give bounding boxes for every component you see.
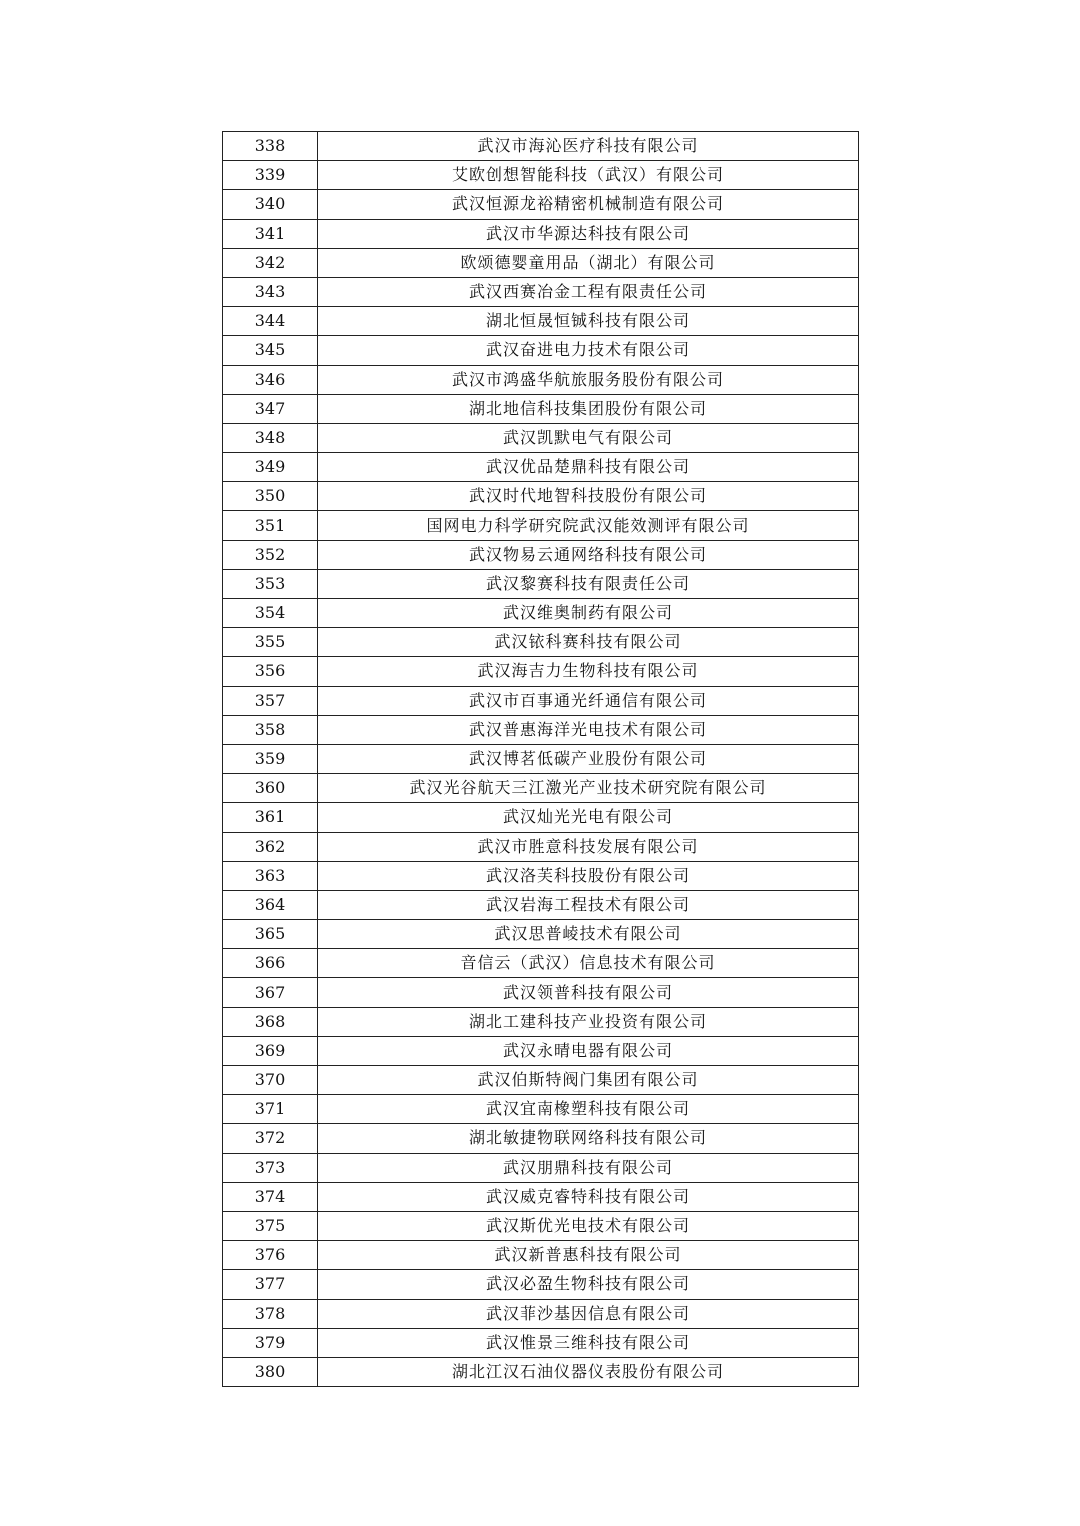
table-row [223, 978, 859, 1007]
row-number: 345 [223, 336, 318, 365]
table-row [223, 1270, 859, 1299]
row-number: 342 [223, 248, 318, 277]
row-number: 373 [223, 1153, 318, 1182]
row-number: 374 [223, 1182, 318, 1211]
company-name: 武汉光谷航天三江激光产业技术研究院有限公司 [318, 774, 859, 803]
table-row [223, 1066, 859, 1095]
company-name: 武汉伯斯特阀门集团有限公司 [318, 1066, 859, 1095]
company-name: 武汉市百事通光纤通信有限公司 [318, 686, 859, 715]
table-row [223, 423, 859, 452]
company-name: 湖北敏捷物联网络科技有限公司 [318, 1124, 859, 1153]
table-row [223, 219, 859, 248]
table-row [223, 569, 859, 598]
table-row [223, 1095, 859, 1124]
company-name: 武汉永晴电器有限公司 [318, 1036, 859, 1065]
table-row [223, 1007, 859, 1036]
table-row [223, 949, 859, 978]
table-row [223, 1357, 859, 1386]
row-number: 356 [223, 657, 318, 686]
row-number: 354 [223, 599, 318, 628]
table-row [223, 161, 859, 190]
table-row [223, 861, 859, 890]
row-number: 378 [223, 1299, 318, 1328]
row-number: 338 [223, 132, 318, 161]
table-row [223, 1124, 859, 1153]
row-number: 376 [223, 1241, 318, 1270]
table-row [223, 628, 859, 657]
table-row [223, 190, 859, 219]
company-name: 湖北恒晟恒铖科技有限公司 [318, 307, 859, 336]
table-row [223, 511, 859, 540]
company-name: 湖北地信科技集团股份有限公司 [318, 394, 859, 423]
table-row [223, 482, 859, 511]
company-name: 武汉朋鼎科技有限公司 [318, 1153, 859, 1182]
table-row [223, 453, 859, 482]
row-number: 367 [223, 978, 318, 1007]
company-name: 武汉斯优光电技术有限公司 [318, 1211, 859, 1240]
company-name: 武汉凯默电气有限公司 [318, 423, 859, 452]
row-number: 370 [223, 1066, 318, 1095]
row-number: 377 [223, 1270, 318, 1299]
company-name: 武汉岩海工程技术有限公司 [318, 890, 859, 919]
row-number: 359 [223, 744, 318, 773]
row-number: 368 [223, 1007, 318, 1036]
table-row [223, 1328, 859, 1357]
table-body [223, 132, 859, 1387]
row-number: 371 [223, 1095, 318, 1124]
company-name: 武汉菲沙基因信息有限公司 [318, 1299, 859, 1328]
table-row [223, 1211, 859, 1240]
row-number: 369 [223, 1036, 318, 1065]
table-row [223, 1153, 859, 1182]
row-number: 375 [223, 1211, 318, 1240]
table-row [223, 307, 859, 336]
table-row [223, 132, 859, 161]
row-number: 361 [223, 803, 318, 832]
company-name: 湖北工建科技产业投资有限公司 [318, 1007, 859, 1036]
table-row [223, 686, 859, 715]
table-row [223, 657, 859, 686]
company-name: 武汉维奥制药有限公司 [318, 599, 859, 628]
row-number: 365 [223, 920, 318, 949]
company-name: 武汉奋进电力技术有限公司 [318, 336, 859, 365]
company-name: 国网电力科学研究院武汉能效测评有限公司 [318, 511, 859, 540]
table-row [223, 832, 859, 861]
table-row [223, 248, 859, 277]
table-row [223, 890, 859, 919]
company-name: 武汉市海沁医疗科技有限公司 [318, 132, 859, 161]
company-name: 武汉领普科技有限公司 [318, 978, 859, 1007]
company-name: 武汉市华源达科技有限公司 [318, 219, 859, 248]
table-row [223, 1182, 859, 1211]
company-name: 武汉灿光光电有限公司 [318, 803, 859, 832]
table-row [223, 394, 859, 423]
company-name: 武汉惟景三维科技有限公司 [318, 1328, 859, 1357]
company-list-table-wrapper [222, 131, 858, 1387]
row-number: 340 [223, 190, 318, 219]
row-number: 366 [223, 949, 318, 978]
company-name: 武汉思普崚技术有限公司 [318, 920, 859, 949]
table-row [223, 277, 859, 306]
row-number: 348 [223, 423, 318, 452]
table-row [223, 744, 859, 773]
table-row [223, 540, 859, 569]
company-name: 欧颂德婴童用品（湖北）有限公司 [318, 248, 859, 277]
row-number: 350 [223, 482, 318, 511]
company-name: 武汉物易云通网络科技有限公司 [318, 540, 859, 569]
company-name: 武汉铱科赛科技有限公司 [318, 628, 859, 657]
row-number: 353 [223, 569, 318, 598]
row-number: 357 [223, 686, 318, 715]
company-name: 武汉威克睿特科技有限公司 [318, 1182, 859, 1211]
table-row [223, 803, 859, 832]
company-name: 武汉宜南橡塑科技有限公司 [318, 1095, 859, 1124]
row-number: 341 [223, 219, 318, 248]
row-number: 364 [223, 890, 318, 919]
company-name: 武汉必盈生物科技有限公司 [318, 1270, 859, 1299]
table-row [223, 1299, 859, 1328]
company-name: 武汉市鸿盛华航旅服务股份有限公司 [318, 365, 859, 394]
company-name: 武汉黎赛科技有限责任公司 [318, 569, 859, 598]
company-name: 武汉洛芙科技股份有限公司 [318, 861, 859, 890]
row-number: 363 [223, 861, 318, 890]
company-name: 武汉普惠海洋光电技术有限公司 [318, 715, 859, 744]
company-name: 音信云（武汉）信息技术有限公司 [318, 949, 859, 978]
row-number: 343 [223, 277, 318, 306]
company-name: 武汉海吉力生物科技有限公司 [318, 657, 859, 686]
row-number: 358 [223, 715, 318, 744]
row-number: 372 [223, 1124, 318, 1153]
row-number: 380 [223, 1357, 318, 1386]
company-name: 湖北江汉石油仪器仪表股份有限公司 [318, 1357, 859, 1386]
company-name: 武汉西赛冶金工程有限责任公司 [318, 277, 859, 306]
row-number: 346 [223, 365, 318, 394]
row-number: 344 [223, 307, 318, 336]
company-name: 艾欧创想智能科技（武汉）有限公司 [318, 161, 859, 190]
table-row [223, 774, 859, 803]
company-name: 武汉优品楚鼎科技有限公司 [318, 453, 859, 482]
row-number: 352 [223, 540, 318, 569]
table-row [223, 1036, 859, 1065]
company-name: 武汉市胜意科技发展有限公司 [318, 832, 859, 861]
row-number: 379 [223, 1328, 318, 1357]
row-number: 360 [223, 774, 318, 803]
table-row [223, 365, 859, 394]
row-number: 362 [223, 832, 318, 861]
row-number: 339 [223, 161, 318, 190]
table-row [223, 1241, 859, 1270]
company-name: 武汉恒源龙裕精密机械制造有限公司 [318, 190, 859, 219]
company-name: 武汉时代地智科技股份有限公司 [318, 482, 859, 511]
table-row [223, 715, 859, 744]
table-row [223, 599, 859, 628]
company-list-table [222, 131, 859, 1387]
row-number: 355 [223, 628, 318, 657]
table-row [223, 920, 859, 949]
table-row [223, 336, 859, 365]
row-number: 351 [223, 511, 318, 540]
row-number: 347 [223, 394, 318, 423]
company-name: 武汉新普惠科技有限公司 [318, 1241, 859, 1270]
row-number: 349 [223, 453, 318, 482]
company-name: 武汉博茗低碳产业股份有限公司 [318, 744, 859, 773]
